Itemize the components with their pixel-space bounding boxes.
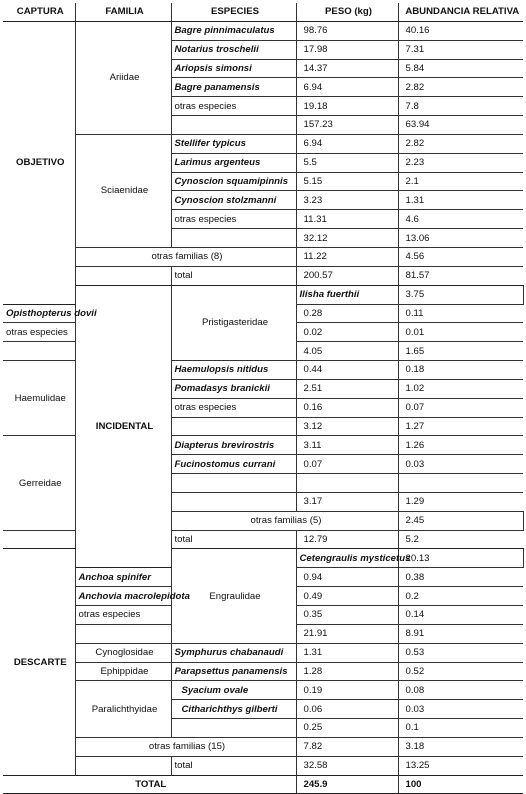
species-cell bbox=[3, 342, 75, 361]
subtotal-peso: 4.05 bbox=[296, 342, 398, 361]
subtotal-abundancia: 1.27 bbox=[398, 417, 523, 436]
abundancia-cell: 0.53 bbox=[398, 643, 523, 662]
subtotal-peso: 157.23 bbox=[296, 116, 398, 135]
species-cell bbox=[75, 624, 171, 643]
table-row bbox=[3, 134, 523, 153]
peso-cell: 3.11 bbox=[296, 436, 398, 455]
capture-descarte: DESCARTE bbox=[3, 549, 75, 775]
species-cell: Fucinostomus currani bbox=[171, 455, 296, 474]
subtotal-peso: 32.12 bbox=[296, 229, 398, 248]
total-abundancia: 81.57 bbox=[398, 266, 523, 285]
species-cell: Opisthopterus dovii bbox=[3, 304, 75, 323]
peso-cell: 0.94 bbox=[296, 568, 398, 587]
species-cell bbox=[171, 474, 296, 493]
abundancia-cell bbox=[398, 474, 523, 493]
grand-total-abundancia: 100 bbox=[398, 775, 523, 794]
abundancia-cell: 5.84 bbox=[398, 59, 523, 78]
empty-cell bbox=[3, 530, 75, 549]
header-peso: PESO (kg) bbox=[296, 3, 398, 21]
table-row bbox=[3, 662, 523, 681]
total-peso: 200.57 bbox=[296, 266, 398, 285]
other-families-label: otras familias (15) bbox=[75, 737, 296, 756]
peso-cell: 14.37 bbox=[296, 59, 398, 78]
grand-total-label: TOTAL bbox=[3, 775, 296, 794]
peso-cell: 1.28 bbox=[296, 662, 398, 681]
total-abundancia: 13.25 bbox=[405, 760, 430, 772]
species-cell: Parapsettus panamensis bbox=[171, 662, 296, 681]
peso-cell: 19.18 bbox=[296, 97, 398, 116]
total-row bbox=[3, 756, 523, 775]
total-label: total bbox=[171, 530, 296, 549]
abundancia-cell: 0.2 bbox=[398, 587, 523, 606]
peso-cell: 6.94 bbox=[296, 78, 398, 97]
peso-cell: 5.15 bbox=[296, 172, 398, 191]
species-cell: Anchoa spinifer bbox=[75, 568, 171, 587]
abundancia-cell: 2.82 bbox=[398, 134, 523, 153]
other-families-row bbox=[3, 247, 523, 266]
peso-cell: 1.31 bbox=[296, 643, 398, 662]
other-families-peso: 2.45 bbox=[398, 511, 523, 530]
species-cell: Ariopsis simonsi bbox=[171, 59, 296, 78]
species-cell: Citharichthys gilberti bbox=[171, 700, 296, 719]
subtotal-abundancia: 1.29 bbox=[398, 492, 523, 511]
peso-cell: 5.5 bbox=[296, 153, 398, 172]
abundancia-cell: 0.18 bbox=[398, 361, 523, 380]
abundancia-cell: 0.07 bbox=[398, 398, 523, 417]
peso-cell: 0.16 bbox=[296, 398, 398, 417]
total-peso: 12.79 bbox=[296, 530, 398, 549]
catch-table bbox=[3, 3, 523, 794]
species-cell: otras especies bbox=[171, 97, 296, 116]
peso-cell: 6.94 bbox=[296, 134, 398, 153]
peso-cell: 3.23 bbox=[296, 191, 398, 210]
species-cell: Symphurus chabanaudi bbox=[171, 643, 296, 662]
peso-cell: 3.75 bbox=[398, 285, 523, 304]
other-families-peso: 11.22 bbox=[296, 247, 398, 266]
subtotal-abundancia: 8.91 bbox=[398, 624, 523, 643]
header-captura: CAPTURA bbox=[3, 3, 75, 21]
abundancia-cell: 0.14 bbox=[398, 606, 523, 625]
peso-cell: 0.28 bbox=[296, 304, 398, 323]
family-cynoglossidae: Cynoglosidae bbox=[75, 643, 171, 662]
peso-cell: 2.51 bbox=[296, 379, 398, 398]
abundancia-cell: 0.11 bbox=[398, 304, 523, 323]
species-cell bbox=[171, 492, 296, 511]
subtotal-abundancia: 1.65 bbox=[398, 342, 523, 361]
peso-cell bbox=[296, 474, 398, 493]
family-pristigasteridae: Pristigasteridae bbox=[171, 285, 296, 360]
species-cell: Bagre panamensis bbox=[171, 78, 296, 97]
table-row bbox=[3, 285, 523, 304]
total-abundancia: 5.2 bbox=[398, 530, 523, 549]
subtotal-abundancia: 13.06 bbox=[398, 229, 523, 248]
empty-cell bbox=[75, 266, 171, 285]
peso-cell: 0.02 bbox=[296, 323, 398, 342]
species-cell: Cetengraulis mysticetus bbox=[296, 549, 398, 568]
abundancia-cell: 0.01 bbox=[398, 323, 523, 342]
species-cell: otras especies bbox=[171, 398, 296, 417]
subtotal-peso: 21.91 bbox=[296, 624, 398, 643]
abundancia-cell: 7.31 bbox=[398, 40, 523, 59]
species-cell: Anchovia macrolepidota bbox=[75, 587, 171, 606]
peso-cell: 0.07 bbox=[296, 455, 398, 474]
peso-cell: 0.35 bbox=[296, 606, 398, 625]
peso-cell: 98.76 bbox=[296, 21, 398, 40]
peso-cell: 0.19 bbox=[296, 681, 398, 700]
species-cell bbox=[171, 719, 296, 738]
species-cell: Diapterus brevirostris bbox=[171, 436, 296, 455]
header-familia: FAMILIA bbox=[75, 3, 171, 21]
species-cell: Syacium ovale bbox=[171, 681, 296, 700]
header-abundancia: ABUNDANCIA RELATIVA bbox=[398, 3, 523, 21]
other-families-label: otras familias (5) bbox=[171, 511, 398, 530]
other-families-row bbox=[3, 737, 523, 756]
subtotal-peso: 3.12 bbox=[296, 417, 398, 436]
abundancia-cell: 0.52 bbox=[398, 662, 523, 681]
abundancia-cell: 1.31 bbox=[398, 191, 523, 210]
species-cell: Ilisha fuerthii bbox=[296, 285, 398, 304]
abundancia-cell: 0.08 bbox=[398, 681, 523, 700]
empty-cell bbox=[75, 756, 171, 775]
abundancia-cell: 1.26 bbox=[398, 436, 523, 455]
header-especies: ESPECIES bbox=[171, 3, 296, 21]
species-cell: Bagre pinnimaculatus bbox=[171, 21, 296, 40]
species-cell bbox=[171, 116, 296, 135]
abundancia-cell: 2.23 bbox=[398, 153, 523, 172]
total-label: total bbox=[171, 266, 296, 285]
species-cell: Cynoscion squamipinnis bbox=[171, 172, 296, 191]
species-cell: Stellifer typicus bbox=[171, 134, 296, 153]
subtotal-abundancia: 63.94 bbox=[398, 116, 523, 135]
subtotal-peso: 0.25 bbox=[296, 719, 398, 738]
abundancia-cell: 4.6 bbox=[398, 210, 523, 229]
abundancia-cell: 7.8 bbox=[398, 97, 523, 116]
grand-total-peso: 245.9 bbox=[296, 775, 398, 794]
peso-cell: 0.49 bbox=[296, 587, 398, 606]
capture-objetivo: OBJETIVO bbox=[3, 21, 75, 304]
family-ariidae: Ariidae bbox=[75, 21, 171, 134]
table-row bbox=[3, 643, 523, 662]
peso-cell: 20.13 bbox=[398, 549, 523, 568]
species-cell: Haemulopsis nitidus bbox=[171, 361, 296, 380]
family-sciaenidae: Sciaenidae bbox=[75, 134, 171, 247]
family-paralichthyidae: Paralichthyidae bbox=[75, 681, 171, 738]
family-gerreidae: Gerreidae bbox=[3, 436, 75, 530]
abundancia-cell: 1.02 bbox=[398, 379, 523, 398]
abundancia-cell: 40.16 bbox=[398, 21, 523, 40]
species-cell bbox=[171, 229, 296, 248]
other-families-peso: 7.82 bbox=[296, 737, 398, 756]
other-families-label: otras familias (8) bbox=[75, 247, 296, 266]
abundancia-cell: 0.38 bbox=[398, 568, 523, 587]
total-label: total bbox=[171, 756, 296, 775]
species-cell: Notarius troschelii bbox=[171, 40, 296, 59]
peso-cell: 17.98 bbox=[296, 40, 398, 59]
peso-cell: 0.44 bbox=[296, 361, 398, 380]
capture-incidental: INCIDENTAL bbox=[75, 285, 171, 568]
header-row bbox=[3, 3, 523, 21]
subtotal-peso: 3.17 bbox=[296, 492, 398, 511]
grand-total-row bbox=[3, 775, 523, 794]
species-cell: otras especies bbox=[171, 210, 296, 229]
peso-cell: 11.31 bbox=[296, 210, 398, 229]
family-engraulidae: Engraulidae bbox=[171, 549, 296, 643]
species-cell: otras especies bbox=[75, 606, 171, 625]
species-cell: Cynoscion stolzmanni bbox=[171, 191, 296, 210]
abundancia-cell: 0.03 bbox=[398, 455, 523, 474]
abundancia-cell: 0.03 bbox=[398, 700, 523, 719]
family-ephippidae: Ephippidae bbox=[75, 662, 171, 681]
other-families-abundancia: 4.56 bbox=[398, 247, 523, 266]
peso-cell: 0.06 bbox=[296, 700, 398, 719]
abundancia-cell: 2.1 bbox=[398, 172, 523, 191]
species-cell: Larimus argenteus bbox=[171, 153, 296, 172]
table-row bbox=[3, 21, 523, 40]
other-families-abundancia: 3.18 bbox=[398, 737, 523, 756]
species-cell: Pomadasys branickii bbox=[171, 379, 296, 398]
total-row bbox=[3, 266, 523, 285]
species-cell bbox=[171, 417, 296, 436]
total-peso: 32.58 bbox=[296, 756, 398, 775]
subtotal-abundancia: 0.1 bbox=[398, 719, 523, 738]
table-row bbox=[3, 681, 523, 700]
species-cell: otras especies bbox=[3, 323, 75, 342]
family-haemulidae: Haemulidae bbox=[3, 361, 75, 436]
abundancia-cell: 2.82 bbox=[398, 78, 523, 97]
